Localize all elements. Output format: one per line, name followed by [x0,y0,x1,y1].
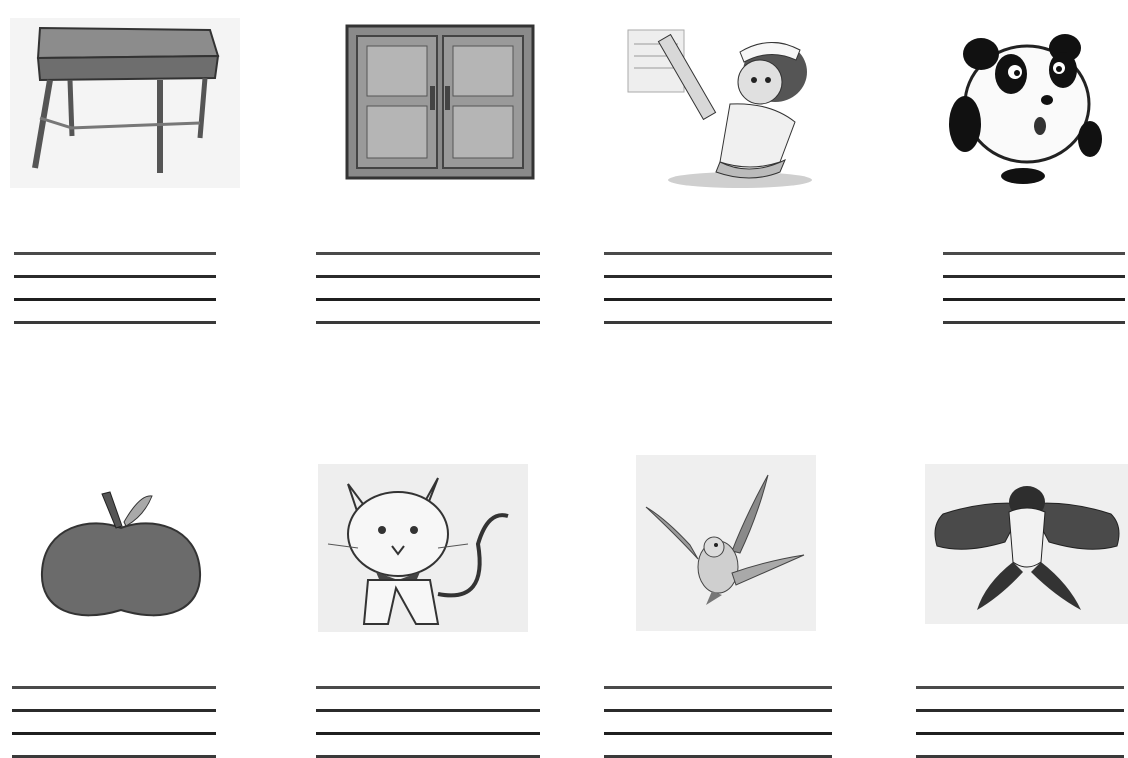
line-1 [916,686,1124,689]
window-icon [345,24,535,180]
line-3 [316,298,540,301]
line-4 [943,321,1125,324]
line-3 [14,298,216,301]
line-3 [943,298,1125,301]
line-3 [316,732,540,735]
line-2 [604,275,832,278]
line-1 [943,252,1125,255]
cat-icon [318,464,528,632]
line-1 [316,686,540,689]
line-3 [604,732,832,735]
nurse-doctor-icon [620,22,820,188]
line-3 [916,732,1124,735]
line-4 [604,321,832,324]
desk-icon [10,18,240,188]
panda-icon [945,24,1105,184]
line-4 [316,321,540,324]
line-2 [604,709,832,712]
line-1 [14,252,216,255]
bird-icon [636,455,816,631]
kite-icon [925,464,1128,624]
line-2 [943,275,1125,278]
line-2 [316,709,540,712]
line-1 [316,252,540,255]
line-2 [316,275,540,278]
line-1 [12,686,216,689]
line-1 [604,252,832,255]
line-1 [604,686,832,689]
line-3 [604,298,832,301]
line-2 [14,275,216,278]
line-3 [12,732,216,735]
line-2 [12,709,216,712]
apple-icon [36,488,206,628]
line-4 [14,321,216,324]
line-2 [916,709,1124,712]
